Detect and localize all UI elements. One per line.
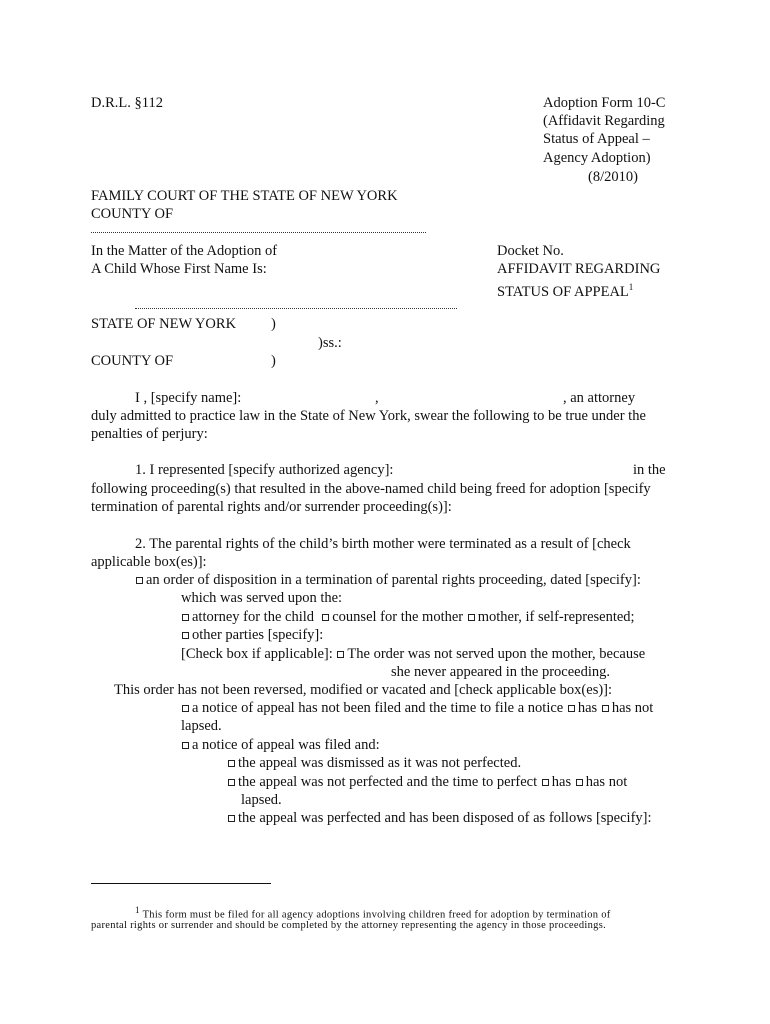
matter-line: In the Matter of the Adoption of — [91, 243, 278, 259]
perfected-option[interactable]: the appeal was perfected and has been disposed of as follows [specify]: — [227, 809, 652, 827]
form-date: (8/2010) — [588, 169, 638, 185]
order-option[interactable]: an order of disposition in a termination of parental rights proceeding, dated [specify]: — [135, 571, 641, 589]
served-label: which was served upon the: — [181, 590, 343, 606]
footnote-line: parental rights or surrender and should be completed by the attorney representing the agency in those proceedings. — [91, 920, 606, 931]
para1-text: 1. I represented [specify authorized agency]: — [135, 462, 394, 478]
checkbox-time-has-not-lapsed[interactable] — [602, 705, 609, 712]
checkbox-attorney-for-child[interactable] — [182, 614, 189, 621]
not-perfected-option: the appeal was not perfected and the time to perfect has has not — [227, 773, 627, 791]
no-notice-option: a notice of appeal has not been filed and the time to file a notice has has not — [181, 699, 653, 717]
venue-state: STATE OF NEW YORK — [91, 316, 237, 332]
separator-dots — [91, 232, 426, 233]
para1-text: termination of parental rights and/or surrender proceeding(s)]: — [91, 499, 452, 515]
checkbox-appeal-perfected[interactable] — [228, 815, 235, 822]
matter-line: A Child Whose First Name Is: — [91, 261, 267, 277]
footnote-ref: 1 — [628, 282, 634, 292]
checkbox-mother-self-represented[interactable] — [468, 614, 475, 621]
docket-label: Docket No. — [497, 243, 564, 259]
para1-text: following proceeding(s) that resulted in the above-named child being freed for adoption [specify — [91, 481, 651, 497]
intro-comma: , — [375, 390, 379, 406]
checkbox-notice-filed[interactable] — [182, 742, 189, 749]
checkbox-time-has-lapsed[interactable] — [568, 705, 575, 712]
form-number: Adoption Form 10-C — [543, 95, 666, 111]
not-reversed-text: This order has not been reversed, modified or vacated and [check applicable box(es)]: — [114, 682, 613, 698]
other-parties-option[interactable]: other parties [specify]: — [181, 626, 323, 644]
form-title-line: (Affidavit Regarding — [543, 113, 665, 129]
intro-attorney: , an attorney — [563, 390, 636, 406]
intro-text: duly admitted to practice law in the State of New York, swear the following to be true under the — [91, 408, 646, 424]
checkbox-no-notice-of-appeal[interactable] — [182, 705, 189, 712]
statute-reference: D.R.L. §112 — [91, 95, 163, 111]
para1-text: in the — [633, 462, 666, 478]
para2-text: applicable box(es)]: — [91, 554, 207, 570]
not-served-reason: she never appeared in the proceeding. — [391, 664, 611, 680]
served-options: attorney for the child counsel for the mother mother, if self-represented; — [181, 608, 635, 626]
intro-name-label: I , [specify name]: — [135, 390, 242, 406]
court-name: FAMILY COURT OF THE STATE OF NEW YORK — [91, 188, 398, 204]
venue-county: COUNTY OF — [91, 353, 174, 369]
footnote-rule — [91, 883, 271, 884]
form-title-line: Status of Appeal – — [543, 131, 650, 147]
checkbox-perfect-time-has-not-lapsed[interactable] — [576, 779, 583, 786]
affidavit-title: AFFIDAVIT REGARDING — [497, 261, 661, 277]
form-title-line: Agency Adoption) — [543, 150, 651, 166]
checkbox-appeal-dismissed[interactable] — [228, 760, 235, 767]
dismissed-option[interactable]: the appeal was dismissed as it was not perfected. — [227, 754, 521, 772]
para2-text: 2. The parental rights of the child’s birth mother were terminated as a result of [check — [135, 536, 631, 552]
notice-filed-option[interactable]: a notice of appeal was filed and: — [181, 736, 380, 754]
footnote-number: 1 — [135, 905, 140, 915]
affidavit-title: STATUS OF APPEAL$^1$ — [497, 282, 634, 300]
venue-paren: ) — [271, 353, 276, 369]
checkbox-appeal-not-perfected[interactable] — [228, 779, 235, 786]
venue-paren: ) — [271, 316, 276, 332]
checkbox-order-not-served[interactable] — [337, 651, 344, 658]
venue-ss: )ss.: — [318, 335, 342, 351]
not-served-option: [Check box if applicable]: The order was not served upon the mother, because — [181, 646, 646, 662]
checkbox-perfect-time-has-lapsed[interactable] — [542, 779, 549, 786]
intro-text: penalties of perjury: — [91, 426, 208, 442]
separator-dots — [135, 308, 457, 309]
lapsed-text: lapsed. — [241, 792, 282, 808]
county-label: COUNTY OF — [91, 206, 174, 222]
lapsed-text: lapsed. — [181, 718, 222, 734]
checkbox-order-of-disposition[interactable] — [136, 577, 143, 584]
checkbox-counsel-for-mother[interactable] — [322, 614, 329, 621]
checkbox-other-parties[interactable] — [182, 632, 189, 639]
footnote-line: $^1$ This form must be filed for all agency adoptions involving children freed for adoption by termination of — [135, 905, 611, 921]
